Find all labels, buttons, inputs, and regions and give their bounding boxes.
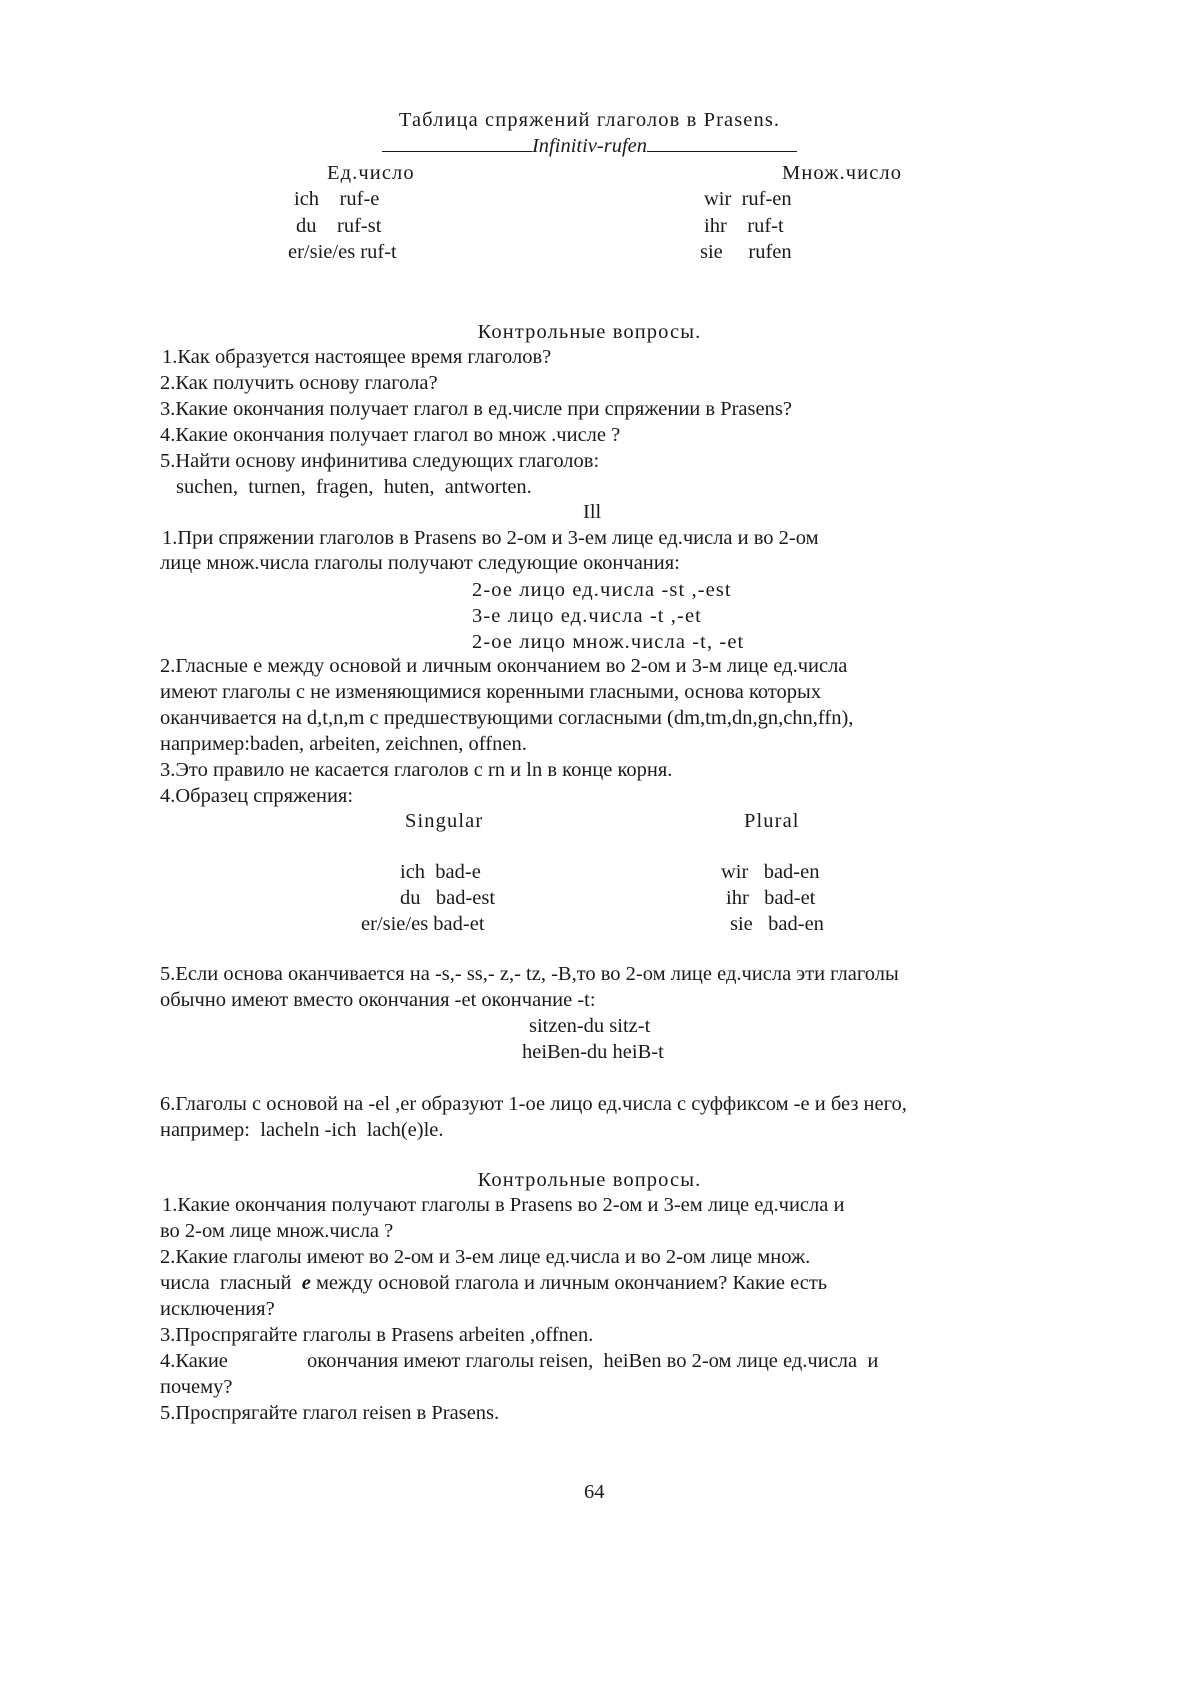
question-item: окончания имеют глаголы reisen, heiBen во 2-ом лице ед.числа и (307, 1350, 879, 1372)
question-item: 1.Какие окончания получают глаголы в Prasens во 2-ом и 3-ем лице ед.числа и (162, 1194, 845, 1216)
section3-p2-line: например:baden, arbeiten, zeichnen, offnen. (160, 733, 527, 755)
table1-sg-row: du ruf-st (296, 215, 382, 237)
ending-line: 2-ое лицо множ.числа -t, -et (472, 631, 745, 653)
question-item: 5.Проспрягайте глагол reisen в Prasens. (160, 1402, 500, 1424)
table2-pl-header: Plural (744, 810, 800, 832)
section3-p2-line: имеют глаголы с не изменяющимися коренными гласными, основа которых (160, 681, 822, 703)
q2-vowel-bold: е (301, 1272, 311, 1294)
question-item: во 2-ом лице множ.числа ? (160, 1220, 394, 1242)
underline-left (382, 136, 532, 152)
question-item: 3.Какие окончания получает глагол в ед.числе при спряжении в Prasens? (160, 398, 792, 420)
table2-pl-row: wir bad-en (721, 861, 820, 883)
page-number: 64 (584, 1481, 605, 1503)
example-line: sitzen-du sitz-t (529, 1015, 651, 1037)
table1-pl-row: sie rufen (700, 241, 792, 263)
table2-pl-row: ihr bad-et (726, 887, 816, 909)
question-item: исключения? (160, 1298, 275, 1320)
q2-text-after: между основой глагола и личным окончанием? Какие есть (310, 1272, 828, 1294)
ending-line: 2-ое лицо ед.числа -st ,-est (472, 579, 732, 601)
questions1-title: Контрольные вопросы. (477, 321, 702, 343)
question-item: suchen, turnen, fragen, huten, antworten. (176, 476, 532, 498)
question-item (160, 1271, 827, 1295)
table2-sg-header: Singular (405, 810, 484, 832)
question-item: 4.Какие (160, 1350, 228, 1372)
table1-sg-row: ich ruf-e (294, 188, 380, 210)
example-line: heiBen-du heiB-t (522, 1041, 664, 1063)
q2-text-before: числа гласный (160, 1272, 302, 1294)
table2-sg-row: du bad-est (400, 887, 496, 909)
section3-p2-line: 3.Это правило не касается глаголов с rn и ln в конце корня. (160, 759, 673, 781)
question-item: 2.Какие глаголы имеют во 2-ом и 3-ем лице ед.числа и во 2-ом лице множ. (160, 1246, 811, 1268)
ending-line: 3-е лицо ед.числа -t ,-et (472, 605, 702, 627)
question-item: 4.Какие окончания получает глагол во множ .числе ? (160, 424, 621, 446)
table1-pl-row: wir ruf-en (704, 188, 792, 210)
section3-p5-line: 5.Если основа оканчивается на -s,- ss,- z,- tz, -B,то во 2-ом лице ед.числа эти глаголы (160, 963, 899, 985)
question-item: 5.Найти основу инфинитива следующих глаголов: (160, 450, 600, 472)
section3-p2-line: 4.Образец спряжения: (160, 785, 354, 807)
infinitive-label: Infinitiv-rufen (531, 135, 647, 157)
table1-sg-header: Ед.число (327, 162, 415, 184)
section3-p5-line: обычно имеют вместо окончания -et окончание -t: (160, 989, 596, 1011)
section3-p1-line: 1.При спряжении глаголов в Prasens во 2-ом и 3-ем лице ед.числа и во 2-ом (162, 527, 819, 549)
section3-p2-line: оканчивается на d,t,n,m с предшествующими согласными (dm,tm,dn,gn,chn,ffn), (160, 707, 854, 729)
table1-title: Таблица спряжений глаголов в Prasens. (398, 109, 781, 131)
table1-pl-row: ihr ruf-t (704, 215, 784, 237)
table2-sg-row: ich bad-e (400, 861, 481, 883)
section3-p6-line: 6.Глаголы с основой на -el ,er образуют 1-ое лицо ед.числа с суффиксом -е и без него, (160, 1093, 907, 1115)
section3-heading: Ill (583, 501, 602, 523)
underline-right (647, 136, 797, 152)
section3-p1-line: лице множ.числа глаголы получают следующие окончания: (160, 552, 680, 574)
table2-pl-row: sie bad-en (730, 913, 824, 935)
question-item: 2.Как получить основу глагола? (160, 372, 438, 394)
question-item: почему? (160, 1376, 233, 1398)
question-item: 1.Как образуется настоящее время глаголов? (162, 346, 552, 368)
section3-p2-line: 2.Гласные е между основой и личным окончанием во 2-ом и 3-м лице ед.числа (160, 655, 848, 677)
table1-infinitive-line (0, 134, 1184, 158)
questions2-title: Контрольные вопросы. (477, 1169, 702, 1191)
table2-sg-row: er/sie/es bad-et (361, 913, 485, 935)
table1-sg-row: er/sie/es ruf-t (288, 241, 397, 263)
table1-pl-header: Множ.число (782, 162, 903, 184)
question-item: 3.Проспрягайте глаголы в Prasens arbeiten ,offnen. (160, 1324, 594, 1346)
section3-p6-line: например: lacheln -ich lach(e)le. (160, 1119, 444, 1141)
